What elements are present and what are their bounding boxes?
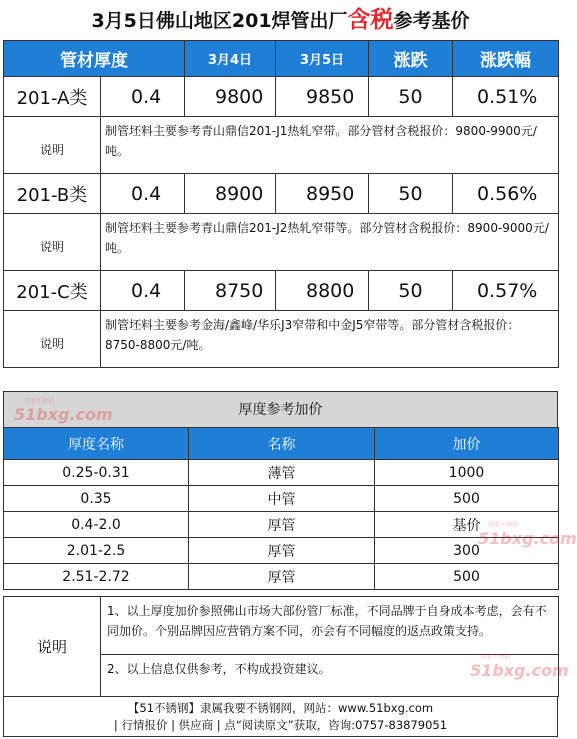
change-pct-cell: 0.56% <box>453 174 559 214</box>
thickness-table-header <box>4 428 559 460</box>
header-change-pct: 涨跌幅 <box>453 41 559 77</box>
watermark-tagline: 我要不锈钢 <box>24 398 55 405</box>
mar5-price-cell: 9850 <box>276 77 369 117</box>
price-row-a <box>4 77 559 117</box>
notes-row-1 <box>4 597 559 655</box>
header-premium: 加价 <box>375 428 559 460</box>
header-mar4: 3月4日 <box>185 41 276 77</box>
note-row-a <box>4 117 559 174</box>
header-thickness: 管材厚度 <box>4 41 185 77</box>
watermark-logo <box>470 652 569 680</box>
mar4-price-cell: 8900 <box>185 174 276 214</box>
footer <box>3 697 558 737</box>
premium-cell: 500 <box>375 564 559 590</box>
title-suffix: 参考基价 <box>393 10 470 32</box>
header-name: 名称 <box>189 428 375 460</box>
change-cell: 50 <box>369 271 453 311</box>
thickness-range-cell: 0.4-2.0 <box>4 512 189 538</box>
thickness-range-cell: 0.35 <box>4 486 189 512</box>
thickness-range-cell: 2.01-2.5 <box>4 538 189 564</box>
watermark-tagline: 我要不锈钢 <box>488 522 519 529</box>
thickness-section-title: 厚度参考加价 <box>3 391 558 427</box>
grade-cell: 201-C类 <box>4 271 101 311</box>
grade-cell: 201-A类 <box>4 77 101 117</box>
grade-cell: 201-B类 <box>4 174 101 214</box>
mar5-price-cell: 8950 <box>276 174 369 214</box>
thickness-cell: 0.4 <box>101 77 185 117</box>
note-row-b <box>4 214 559 271</box>
table-row <box>4 460 559 486</box>
pipe-name-cell: 中管 <box>189 486 375 512</box>
premium-cell: 500 <box>375 486 559 512</box>
price-table <box>3 40 559 368</box>
note-label: 说明 <box>4 214 101 271</box>
watermark-text: 51bxg.com <box>470 661 569 680</box>
premium-cell: 基价 <box>375 512 559 538</box>
pipe-name-cell: 厚管 <box>189 538 375 564</box>
notes-table <box>3 596 559 697</box>
thickness-cell: 0.4 <box>101 271 185 311</box>
premium-cell: 300 <box>375 538 559 564</box>
mar5-price-cell: 8800 <box>276 271 369 311</box>
mar4-price-cell: 9800 <box>185 77 276 117</box>
premium-cell: 1000 <box>375 460 559 486</box>
change-pct-cell: 0.57% <box>453 271 559 311</box>
thickness-range-cell: 0.25-0.31 <box>4 460 189 486</box>
mar4-price-cell: 8750 <box>185 271 276 311</box>
pipe-name-cell: 薄管 <box>189 460 375 486</box>
thickness-range-cell: 2.51-2.72 <box>4 564 189 590</box>
watermark-tagline: 我要不锈钢 <box>480 654 511 661</box>
title-prefix: 3月5日佛山地区201焊管出厂 <box>91 10 348 32</box>
watermark-text: 51bxg.com <box>478 529 577 548</box>
watermark-logo <box>14 396 113 424</box>
note-text: 制管坯料主要参考金海/鑫峰/华乐J3窄带和中金J5窄带等。部分管材含税报价：8750-8800元/吨。 <box>101 311 559 368</box>
notes-item: 2、以上信息仅供参考，不构成投资建议。 <box>101 655 559 697</box>
table-row <box>4 512 559 538</box>
table-row <box>4 486 559 512</box>
price-table-header <box>4 41 559 77</box>
watermark-text: 51bxg.com <box>14 405 113 424</box>
title-accent: 含税 <box>347 7 394 33</box>
header-change: 涨跌 <box>369 41 453 77</box>
footer-line-2: | 行情报价 | 供应商 | 点“阅读原文”获取，咨询:0757-83879051 <box>113 718 448 732</box>
header-thickness-name: 厚度名称 <box>4 428 189 460</box>
table-row <box>4 538 559 564</box>
note-label: 说明 <box>4 311 101 368</box>
note-row-c <box>4 311 559 368</box>
pipe-name-cell: 厚管 <box>189 564 375 590</box>
header-mar5: 3月5日 <box>276 41 369 77</box>
change-cell: 50 <box>369 77 453 117</box>
thickness-cell: 0.4 <box>101 174 185 214</box>
footer-line-1: 【51不锈钢】隶属我要不锈钢网，网站：www.51bxg.com <box>127 701 434 715</box>
page-title <box>0 0 561 40</box>
change-pct-cell: 0.51% <box>453 77 559 117</box>
pipe-name-cell: 厚管 <box>189 512 375 538</box>
table-row <box>4 564 559 590</box>
price-row-b <box>4 174 559 214</box>
note-text: 制管坯料主要参考青山鼎信201-J2热轧窄带等。部分管材含税报价：8900-9000元/吨。 <box>101 214 559 271</box>
note-label: 说明 <box>4 117 101 174</box>
note-text: 制管坯料主要参考青山鼎信201-J1热轧窄带。部分管材含税报价：9800-9900元/吨。 <box>101 117 559 174</box>
thickness-premium-table <box>3 427 559 590</box>
change-cell: 50 <box>369 174 453 214</box>
watermark-logo <box>478 520 577 548</box>
price-row-c <box>4 271 559 311</box>
notes-item: 1、以上厚度加价参照佛山市场大部份管厂标准，不同品牌于自身成本考虑，会有不同加价。个别品牌因应营销方案不同，亦会有不同幅度的返点政策支持。 <box>101 597 559 655</box>
notes-label: 说明 <box>4 597 101 697</box>
